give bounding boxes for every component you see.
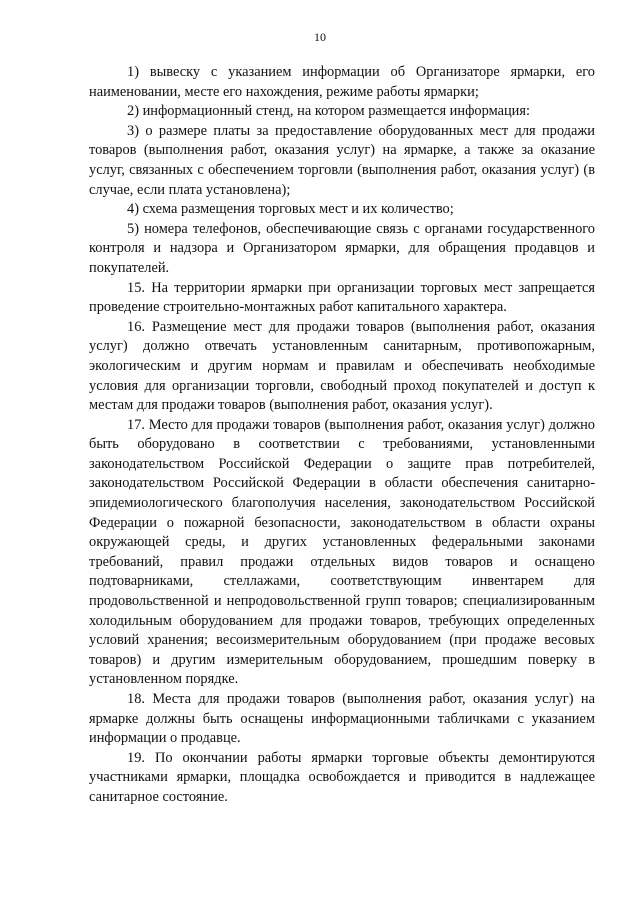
page-number: 10	[314, 30, 326, 44]
paragraph-clause-15: 15. На территории ярмарки при организации торговых мест запрещается проведение строительно-монтажных работ капитального характера.	[89, 279, 595, 316]
paragraph-item-2-info-stand: 2) информационный стенд, на котором размещается информация:	[127, 103, 530, 120]
paragraph-clause-17: 17. Место для продажи товаров (выполнения работ, оказания услуг) должно быть оборудовано в соответствии с требованиями, установленными законодательством Российской Федерации о защите прав потребителей, законодательством Российской Федерации в области обеспечения санитарно-эпидемиологического благополучия населения, законодательством Российской Федерации о пожарной безопасности, законодательством в области охраны окружающей среды, и других установленных федеральными законами требований, правил продажи отдельных видов товаров и оснащено подтоварниками, стеллажами, соответствующим инвентарем для продовольственной и непродовольственной групп товаров; специализированным холодильным оборудованием для продажи товаров, требующих определенных условий хранения; весоизмерительным оборудованием (при продаже весовых товаров) и другим измерительным оборудованием, прошедшим поверку в установленном порядке.	[89, 416, 595, 688]
document-body	[89, 63, 595, 808]
paragraph-clause-19: 19. По окончании работы ярмарки торговые объекты демонтируются участниками ярмарки, площадка освобождается и приводится в надлежащее санитарное состояние.	[89, 749, 595, 805]
paragraph-item-5-phone-numbers: 5) номера телефонов, обеспечивающие связь с органами государственного контроля и надзора и Организатором ярмарки, для обращения продавцов и покупателей.	[89, 220, 595, 276]
paragraph-item-3-fee-info: 3) о размере платы за предоставление оборудованных мест для продажи товаров (выполнения работ, оказания услуг) на ярмарке, а также за оказание услуг, связанных с обеспечением торговли (выполнения работ, оказания услуг) (в случае, если плата установлена);	[89, 122, 595, 198]
paragraph-item-1-signboard: 1) вывеску с указанием информации об Организаторе ярмарки, его наименовании, месте его нахождения, режиме работы ярмарки;	[89, 64, 595, 100]
paragraph-clause-18: 18. Места для продажи товаров (выполнения работ, оказания услуг) на ярмарке должны быть оснащены информационными табличками с указанием информации о продавце.	[89, 691, 595, 747]
paragraph-clause-16: 16. Размещение мест для продажи товаров (выполнения работ, оказания услуг) должно отвечать установленным санитарным, противопожарным, экологическим и другим нормам и правилам и обеспечивать необходимые условия для организации торговли, свободный проход покупателей и доступ к местам для продажи товаров (выполнения работ, оказания услуг).	[89, 318, 595, 414]
paragraph-item-4-layout-scheme: 4) схема размещения торговых мест и их количество;	[127, 201, 454, 218]
